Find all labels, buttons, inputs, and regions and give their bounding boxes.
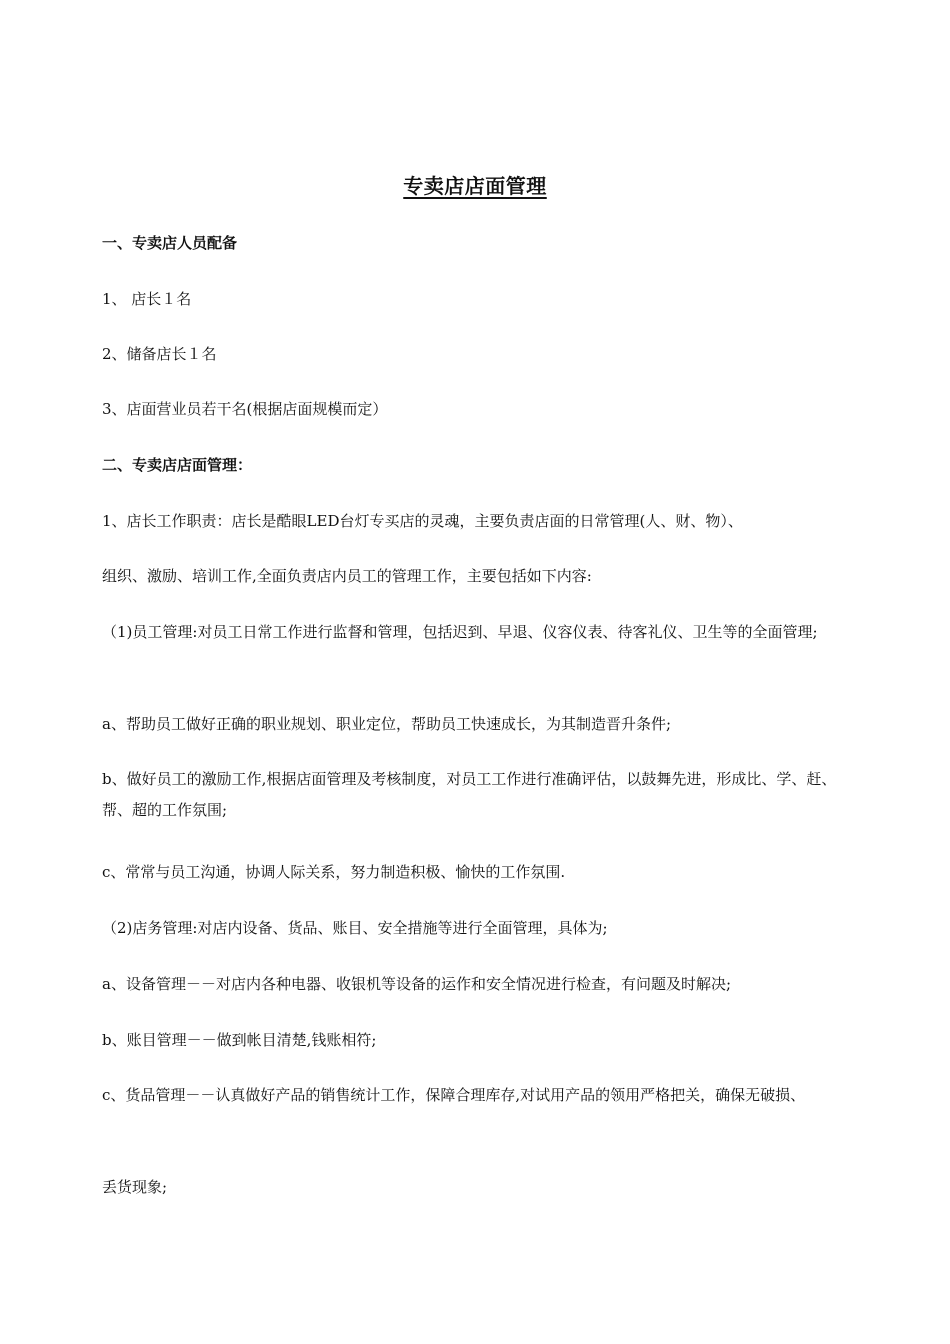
page-title: 专卖店店面管理 xyxy=(403,174,547,198)
paragraph-manager-duties-cont: 组织、激励、培训工作,全面负责店内员工的管理工作，主要包括如下内容: xyxy=(102,567,592,585)
staffing-item-store-manager: 1、 店长１名 xyxy=(102,290,192,308)
paragraph-manager-duties: 1、店长工作职责：店长是酷眼LED台灯专买店的灵魂，主要负责店面的日常管理(人、财、物）、 xyxy=(102,512,743,530)
section-heading-store-management: 二、专卖店店面管理： xyxy=(102,456,253,474)
section-heading-staffing: 一、专卖店人员配备 xyxy=(102,234,238,252)
paragraph-staff-motivation: b、做好员工的激励工作,根据店面管理及考核制度，对员工工作进行准确评估，以鼓舞先进，形成比、学、赶、帮、超的工作氛围; xyxy=(102,770,837,819)
paragraph-communication: c、常常与员工沟通，协调人际关系，努力制造积极、愉快的工作氛围. xyxy=(102,863,566,881)
staffing-item-reserve-manager: 2、储备店长１名 xyxy=(102,345,217,363)
paragraph-goods-management: c、货品管理－－认真做好产品的销售统计工作，保障合理库存,对试用产品的领用严格把关，确保无破损、 xyxy=(102,1086,806,1104)
paragraph-store-affairs: （2)店务管理:对店内设备、货品、账目、安全措施等进行全面管理，具体为; xyxy=(102,919,608,937)
paragraph-career-planning: a、帮助员工做好正确的职业规划、职业定位，帮助员工快速成长，为其制造晋升条件; xyxy=(102,715,672,733)
paragraph-account-management: b、账目管理－－做到帐目清楚,钱账相符; xyxy=(102,1031,377,1049)
staffing-item-sales-staff: 3、店面营业员若干名(根据店面规模而定） xyxy=(102,400,388,418)
paragraph-staff-management: （1)员工管理:对员工日常工作进行监督和管理，包括迟到、早退、仪容仪表、待客礼仪、卫生等的全面管理; xyxy=(102,623,818,641)
paragraph-equipment-management: a、设备管理－－对店内各种电器、收银机等设备的运作和安全情况进行检查，有问题及时解决; xyxy=(102,975,732,993)
paragraph-goods-management-cont: 丢货现象; xyxy=(102,1178,168,1196)
